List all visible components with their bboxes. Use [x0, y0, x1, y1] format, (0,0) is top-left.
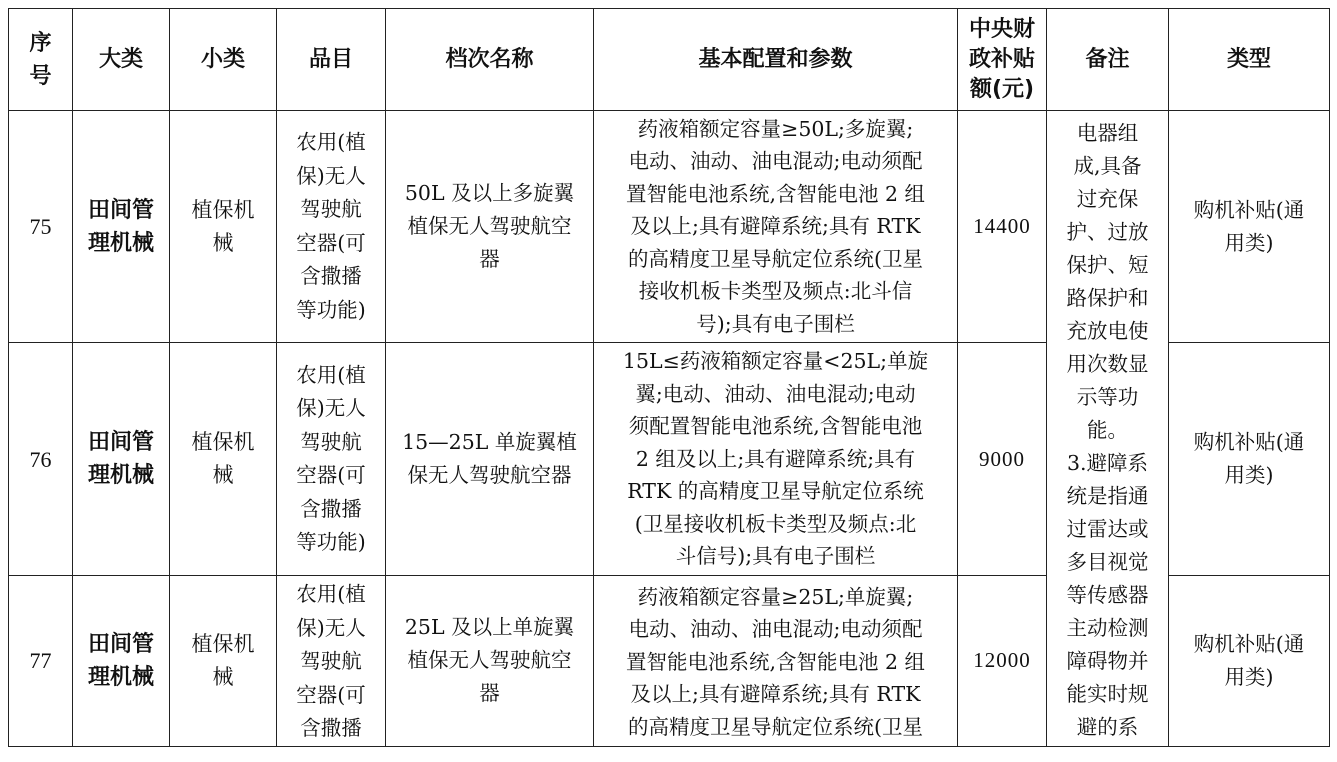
cell-category: 田间管 理机械 [73, 576, 170, 747]
header-type: 类型 [1169, 9, 1330, 111]
cell-subsidy: 14400 [958, 111, 1047, 343]
cell-grade: 25L 及以上单旋翼 植保无人驾驶航空 器 [386, 576, 594, 747]
subsidy-table [8, 8, 1330, 747]
header-note: 备注 [1047, 9, 1169, 111]
cell-subsidy: 12000 [958, 576, 1047, 747]
header-seq: 序 号 [9, 9, 73, 111]
cell-grade: 50L 及以上多旋翼 植保无人驾驶航空 器 [386, 111, 594, 343]
cell-item: 农用(植 保)无人 驾驶航 空器(可 含撒播 等功能) [277, 111, 386, 343]
table-row [9, 111, 1330, 343]
cell-config: 15L≤药液箱额定容量<25L;单旋 翼;电动、油动、油电混动;电动 须配置智能电池系统,含智能电池 2 组及以上;具有避障系统;具有 RTK 的高精度卫星导航定位系统 (卫星接收机板卡类型及频点:北 斗信号);具有电子围栏 [594, 343, 958, 576]
cell-item: 农用(植 保)无人 驾驶航 空器(可 含撒播 等功能) [277, 343, 386, 576]
cell-config: 药液箱额定容量≥50L;多旋翼; 电动、油动、油电混动;电动须配 置智能电池系统,含智能电池 2 组 及以上;具有避障系统;具有 RTK 的高精度卫星导航定位系统(卫星 接收机板卡类型及频点:北斗信 号);具有电子围栏 [594, 111, 958, 343]
cell-config: 药液箱额定容量≥25L;单旋翼; 电动、油动、油电混动;电动须配 置智能电池系统,含智能电池 2 组 及以上;具有避障系统;具有 RTK 的高精度卫星导航定位系统(卫星 [594, 576, 958, 747]
cell-subsidy: 9000 [958, 343, 1047, 576]
cell-subcategory: 植保机 械 [170, 111, 277, 343]
header-subcategory: 小类 [170, 9, 277, 111]
cell-type: 购机补贴(通 用类) [1169, 343, 1330, 576]
header-config: 基本配置和参数 [594, 9, 958, 111]
header-row [9, 9, 1330, 111]
header-category: 大类 [73, 9, 170, 111]
cell-category: 田间管 理机械 [73, 111, 170, 343]
header-grade: 档次名称 [386, 9, 594, 111]
cell-item: 农用(植 保)无人 驾驶航 空器(可 含撒播 [277, 576, 386, 747]
cell-subcategory: 植保机 械 [170, 343, 277, 576]
header-item: 品目 [277, 9, 386, 111]
cell-type: 购机补贴(通 用类) [1169, 576, 1330, 747]
cell-type: 购机补贴(通 用类) [1169, 111, 1330, 343]
cell-seq: 75 [9, 111, 73, 343]
cell-seq: 76 [9, 343, 73, 576]
cell-subcategory: 植保机 械 [170, 576, 277, 747]
cell-seq: 77 [9, 576, 73, 747]
header-subsidy: 中央财 政补贴 额(元) [958, 9, 1047, 111]
cell-note-merged: 电器组 成,具备 过充保 护、过放 保护、短 路保护和 充放电使 用次数显 示等功 能。 3.避障系 统是指通 过雷达或 多目视觉 等传感器 主动检测 障碍物并 能实时规 避的系 [1047, 111, 1169, 747]
cell-grade: 15—25L 单旋翼植 保无人驾驶航空器 [386, 343, 594, 576]
subsidy-table-container [8, 8, 1330, 747]
cell-category: 田间管 理机械 [73, 343, 170, 576]
